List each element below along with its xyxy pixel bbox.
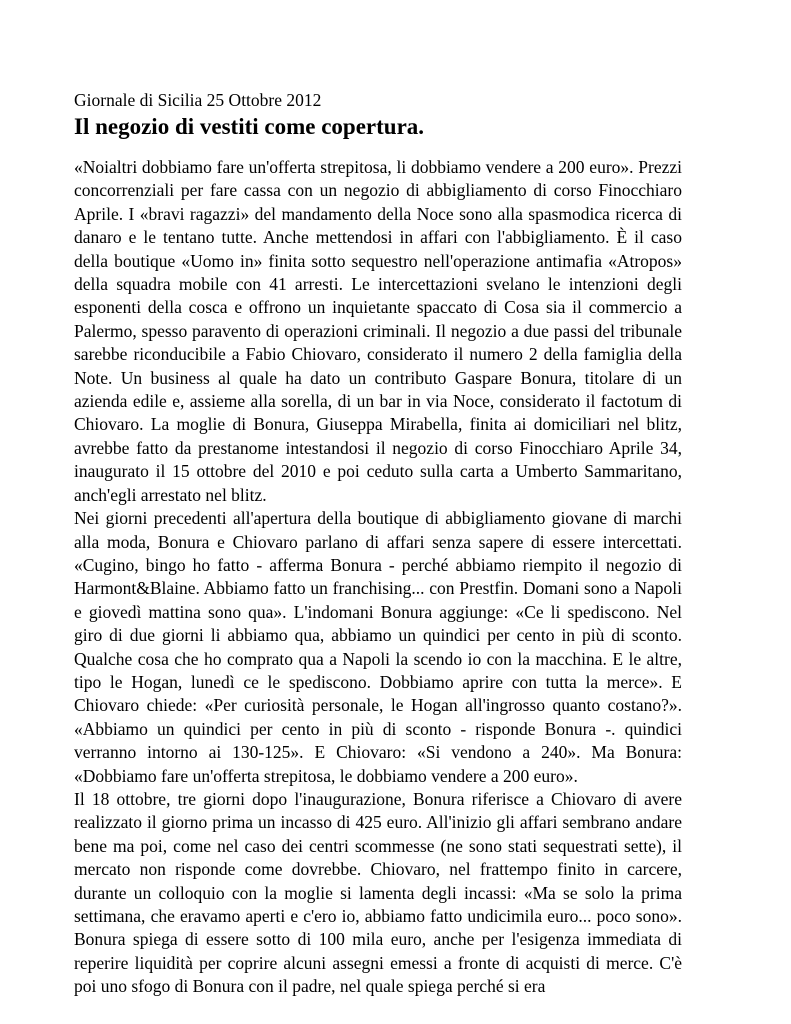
- article-paragraph-2: Nei giorni precedenti all'apertura della boutique di abbigliamento giovane di marchi alla moda, Bonura e Chiovaro parlano di affari senza sapere di essere intercettati. «Cugino, bingo ho fatto - afferma Bonura - perché abbiamo riempito il negozio di Harmont&Blaine. Abbiamo fatto un franchising... con Prestfin. Domani sono a Napoli e giovedì mattina sono qua». L'indomani Bonura aggiunge: «Ce li spediscono. Nel giro di due giorni li abbiamo qua, abbiamo un quindici per cento in più di sconto. Qualche cosa che ho comprato qua a Napoli la scendo io con la macchina. E le altre, tipo le Hogan, lunedì ce le spediscono. Dobbiamo aprire con tutta la merce». E Chiovaro chiede: «Per curiosità personale, le Hogan all'ingrosso quanto costano?». «Abbiamo un quindici per cento in più di sconto - risponde Bonura -. quindici verranno intorno ai 130-125». E Chiovaro: «Si vendono a 240». Ma Bonura: «Dobbiamo fare un'offerta strepitosa, le dobbiamo vendere a 200 euro».: [74, 508, 682, 786]
- article-paragraph-1: «Noialtri dobbiamo fare un'offerta strepitosa, li dobbiamo vendere a 200 euro». Prezzi concorrenziali per fare cassa con un negozio di abbigliamento di corso Finocchiaro Aprile. I «bravi ragazzi» del mandamento della Noce sono alla spasmodica ricerca di danaro e le tentano tutte. Anche mettendosi in affari con l'abbigliamento. È il caso della boutique «Uomo in» finita sotto sequestro nell'operazione antimafia «Atropos» della squadra mobile con 41 arresti. Le intercettazioni svelano le intenzioni degli esponenti della cosca e offrono un inquietante spaccato di Cosa sia il commercio a Palermo, spesso paravento di operazioni criminali. Il negozio a due passi del tribunale sarebbe riconducibile a Fabio Chiovaro, considerato il numero 2 della famiglia della Note. Un business al quale ha dato un contributo Gaspare Bonura, titolare di un azienda edile e, assieme alla sorella, di un bar in via Noce, considerato il factotum di Chiovaro. La moglie di Bonura, Giuseppa Mirabella, finita ai domiciliari nel blitz, avrebbe fatto da prestanome intestandosi il negozio di corso Finocchiaro Aprile 34, inaugurato il 15 ottobre del 2010 e poi ceduto sulla carta a Umberto Sammaritano, anch'egli arrestato nel blitz.: [74, 157, 682, 505]
- article-title: Il negozio di vestiti come copertura.: [74, 114, 425, 139]
- article-source: Giornale di Sicilia 25 Ottobre 2012: [74, 90, 322, 110]
- article-paragraph-3: Il 18 ottobre, tre giorni dopo l'inaugurazione, Bonura riferisce a Chiovaro di avere realizzato il giorno prima un incasso di 425 euro. All'inizio gli affari sembrano andare bene ma poi, come nel caso dei centri scommesse (ne sono stati sequestrati sette), il mercato non risponde come dovrebbe. Chiovaro, nel frattempo finito in carcere, durante un colloquio con la moglie si lamenta degli incassi: «Ma se solo la prima settimana, che eravamo aperti e c'ero io, abbiamo fatto undicimila euro... poco sono». Bonura spiega di essere sotto di 100 mila euro, anche per l'esigenza immediata di reperire liquidità per coprire alcuni assegni emessi a fronte di acquisti di merce. C'è poi uno sfogo di Bonura con il padre, nel quale spiega perché si era: [74, 788, 682, 997]
- document-page: [74, 88, 682, 999]
